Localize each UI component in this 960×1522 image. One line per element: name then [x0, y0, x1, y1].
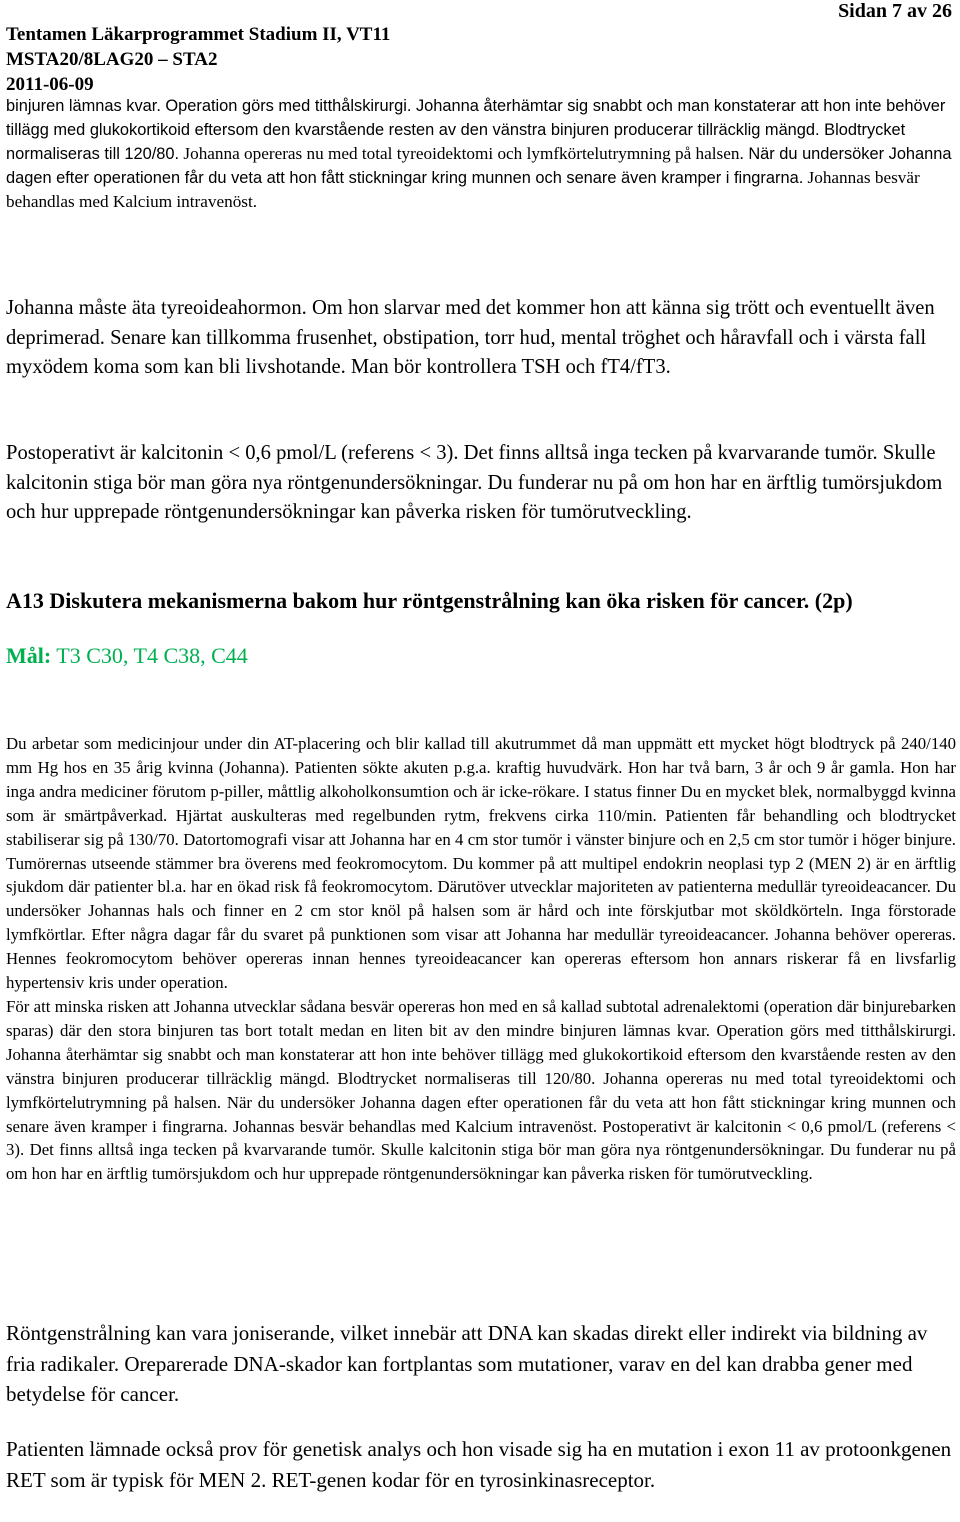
top-paragraph-serif-2: Johannas besvär behandlas med Kalcium intravenöst. — [6, 168, 920, 211]
question-goals — [6, 643, 248, 669]
case-text-part1: Du arbetar som medicinjour under din AT-placering och blir kallad till akutrummet då man uppmätt ett mycket högt blodtryck på 240/140 mm Hg hos en 35 årig kvinna (Johanna). Patienten sökte akuten p.g.a. kraftig huvudvärk. Hon har två barn, 3 år och 9 år gamla. Hon har inga andra mediciner förutom p-piller, måttlig alkoholkonsumtion och är icke-rökare. I status finner Du en mycket blek, normalbyggd kvinna som är smärtpåverkad. Hjärtat auskulteras med regelbunden rytm, frekvens cirka 110/min. Patienten får behandling och blodtrycket stabiliserar sig på 130/70. Datortomografi visar att Johanna har en 4 cm stor tumör i vänster binjure och en 2,5 cm stor tumör i höger binjure. Tumörernas utseende stämmer bra överens med feokromocytom. Du kommer på att multipel endokrin neoplasi typ 2 (MEN 2) är en ärftlig sjukdom där patienter bl.a. har en ökad risk få feokromocytom. Därutöver utvecklar majoriteten av patienterna medullär tyreoideacancer. Du undersöker Johannas hals och finner en 2 cm stor knöl på halsen som är hård och inte förskjutbar mot sköldkörteln. Inga förstorade lymfkörtlar. Efter några dagar får du svaret på punktionen som visar att Johanna har medullär tyreoideacancer. Johanna behöver opereras. Hennes feokromocytom behöver opereras innan hennes tyreoideacancer kan opereras eftersom hon annars riskerar få en livsfarlig hypertensiv kris under operation. — [6, 734, 956, 993]
case-text — [6, 732, 956, 1186]
exam-date: 2011-06-09 — [6, 74, 94, 95]
answer-radiation: Röntgenstrålning kan vara joniserande, vilket innebär att DNA kan skadas direkt eller indirekt via bildning av fria radikaler. Oreparerade DNA-skador kan fortplantas som mutationer, varav en del kan drabba gener med betydelse för cancer. — [6, 1321, 928, 1406]
case-text-part2: För att minska risken att Johanna utvecklar sådana besvär opereras hon med en så kallad subtotal adrenalektomi (operation där binjurebarken sparas) där den stora binjuren tas bort totalt medan en liten bit av den mindre binjuren lämnas kvar. Operation görs med titthålskirurgi. Johanna återhämtar sig snabbt och man konstaterar att hon inte behöver tillägg med glukokortikoid eftersom den kvarstående resten av den vänstra binjuren producerar tillräcklig mängd. Blodtrycket normaliseras till 120/80. Johanna opereras nu med total tyreoidektomi och lymfkörtelutrymning på halsen. När du undersöker Johanna dagen efter operationen får du veta att hon fått stickningar kring munnen och senare även kramper i fingrarna. Johannas besvär behandlas med Kalcium intravenöst. Postoperativt är kalcitonin < 0,6 pmol/L (referens < 3). Det finns alltså inga tecken på kvarvarande tumör. Skulle kalcitonin stiga bör man göra nya röntgenundersökningar. Du funderar nu på om hon har en ärftlig tumörsjukdom och hur upprepade röntgenundersökningar kan påverka risken för tumörutveckling. — [6, 996, 956, 1184]
exam-code: MSTA20/8LAG20 – STA2 — [6, 49, 218, 70]
goal-label: Mål: — [6, 643, 52, 668]
page-number: Sidan 7 av 26 — [838, 0, 952, 22]
calcitonin-paragraph: Postoperativt är kalcitonin < 0,6 pmol/L (referens < 3). Det finns alltså inga tecken på kvarvarande tumör. Skulle kalcitonin stiga bör man göra nya röntgenundersökningar. Du funderar nu på om hon har en ärftlig tumörsjukdom och hur upprepade röntgenundersökningar kan påverka risken för tumörutveckling. — [6, 442, 943, 523]
answer-genetics: Patienten lämnade också prov för genetisk analys och hon visade sig ha en mutation i exon 11 av protoonkgenen RET som är typisk för MEN 2. RET-genen kodar för en tyrosinkinasreceptor. — [6, 1437, 952, 1492]
exam-title: Tentamen Läkarprogrammet Stadium II, VT11 — [6, 24, 391, 45]
top-paragraph-sans-2: När du undersöker Johanna dagen efter operationen får du veta att hon fått stickningar kring munnen och senare även kramper i fingrarna. — [6, 145, 952, 187]
goal-text: T3 C30, T4 C38, C44 — [51, 643, 248, 668]
top-paragraph-serif-1: Johanna opereras nu med total tyreoidektomi och lymfkörtelutrymning på halsen. — [179, 144, 744, 163]
exam-header — [6, 22, 390, 97]
top-paragraph — [6, 94, 956, 214]
question-title: A13 Diskutera mekanismerna bakom hur röntgenstrålning kan öka risken för cancer. (2p) — [6, 588, 853, 613]
top-paragraph-sans-1: binjuren lämnas kvar. Operation görs med titthålskirurgi. Johanna återhämtar sig snabbt och man konstaterar att hon inte behöver tillägg med glukokortikoid eftersom den kvarstående resten av den vänstra binjuren producerar tillräcklig mängd. Blodtrycket normaliseras till 120/80. — [6, 97, 946, 163]
hormone-paragraph: Johanna måste äta tyreoideahormon. Om hon slarvar med det kommer hon att känna sig trött och eventuellt även deprimerad. Senare kan tillkomma frusenhet, obstipation, torr hud, mental tröghet och håravfall och i värsta fall myxödem koma som kan bli livshotande. Man bör kontrollera TSH och fT4/fT3. — [6, 297, 935, 378]
